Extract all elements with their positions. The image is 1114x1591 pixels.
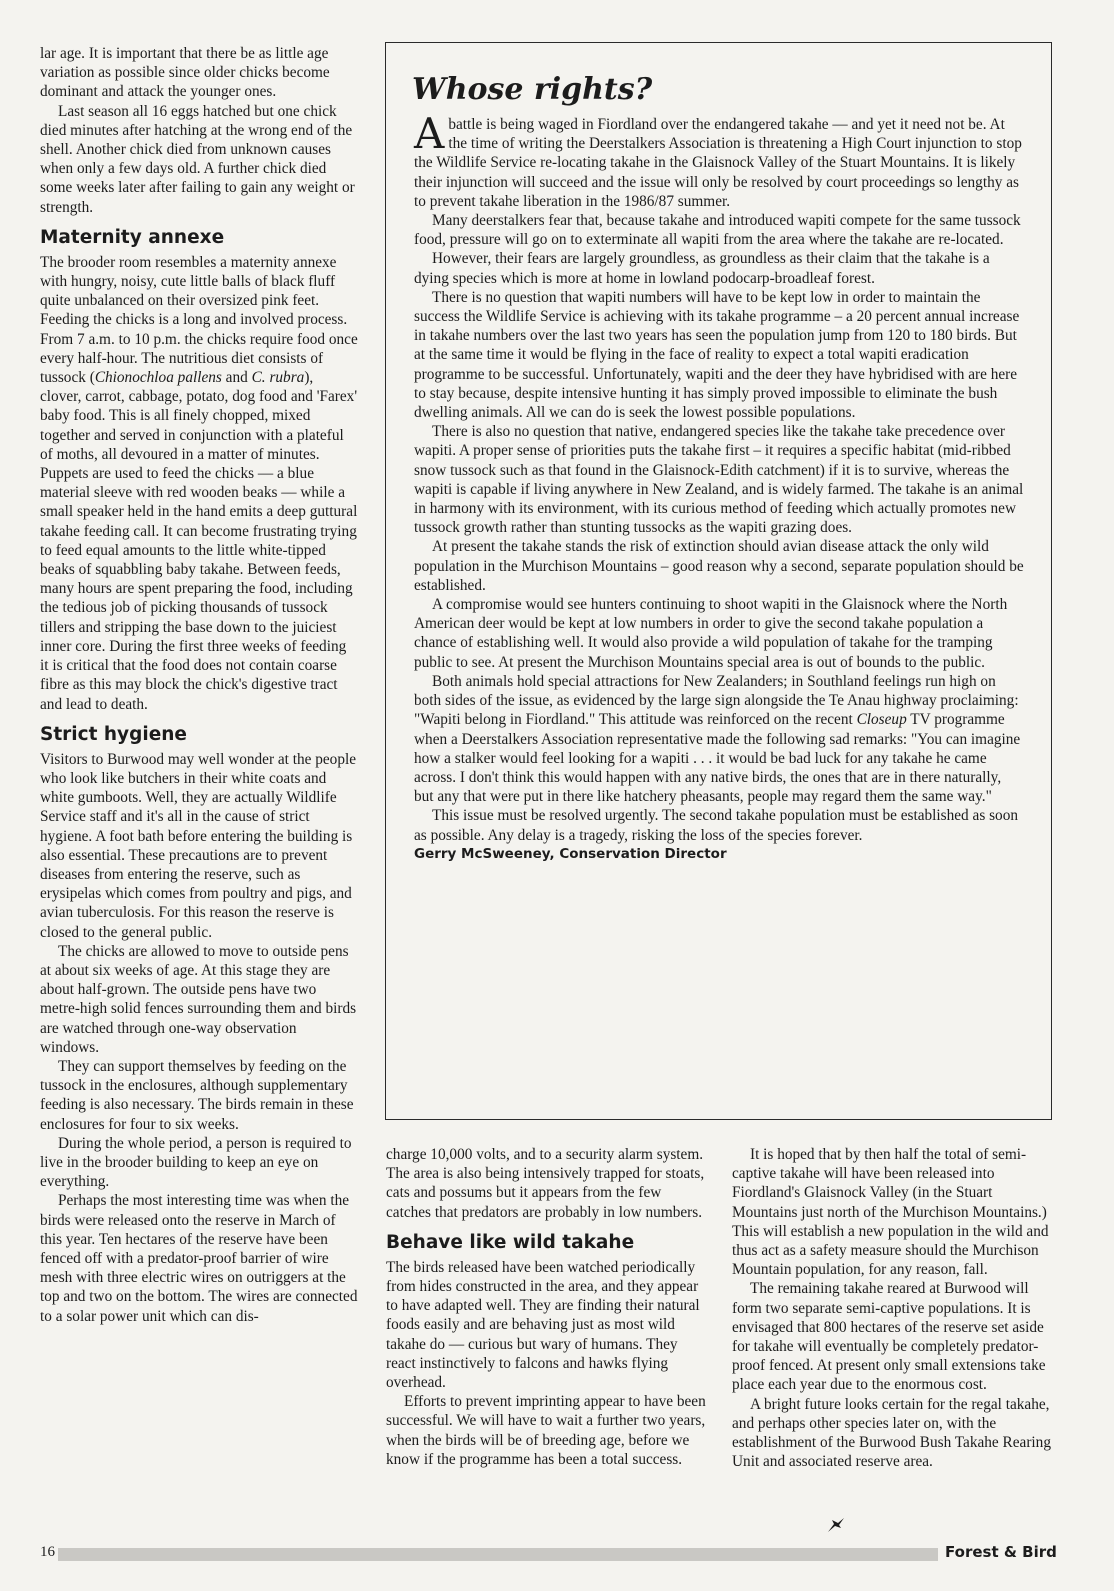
page-number: 16 xyxy=(40,1544,55,1560)
magazine-name: Forest & Bird xyxy=(945,1543,1057,1561)
paragraph: The brooder room resembles a maternity annexe with hungry, noisy, cute little balls of black fluff quite unbalanced on their oversized pink feet. Feeding the chicks is a long and involved process. From 7 a.m. to 10 p.m. the chicks require food once every half-hour. The nutritious diet consists of tussock (Chionochloa pallens and C. rubra), clover, carrot, cabbage, potato, dog food and 'Farex' baby food. This is all finely chopped, mixed together and served in conjunction with a plateful of moths, all devoured in a matter of minutes. Puppets are used to feed the chicks — a blue material sleeve with red wooden beaks — while a small speaker held in the hand emits a deep guttural takahe feeding call. It can become frustrating trying to feed equal amounts to the little white-tipped beaks of squabbling baby takahe. Between feeds, many hours are spent preparing the food, including the tedious job of picking thousands of tussock tillers and stripping the base down to the juiciest inner core. During the first three weeks of feeding it is critical that the food does not contain coarse fibre as this may block the chick's digestive tract and lead to death. xyxy=(40,253,358,713)
paragraph: They can support themselves by feeding on the tussock in the enclosures, although supplementary feeding is also necessary. The birds remain in these enclosures for four to six weeks. xyxy=(40,1057,354,1133)
signature: Gerry McSweeney, Conservation Director xyxy=(414,845,727,862)
paragraph: Last season all 16 eggs hatched but one chick died minutes after hatching at the wrong end of the shell. Another chick died from unknown causes when only a few days old. A further chick died some weeks later after failing to gain any weight or strength. xyxy=(40,102,355,216)
paragraph: Perhaps the most interesting time was when the birds were released onto the reserve in March of this year. Ten hectares of the reserve have been fenced off with a predator-proof barrier of wire mesh with three electric wires on outriggers at the top and two on the bottom. The wires are connected to a solar power unit which can dis- xyxy=(40,1192,358,1325)
paragraph: The remaining takahe reared at Burwood will form two separate semi-captive populations. It is envisaged that 800 hectares of the reserve set aside for takahe will eventually be completely predator-proof fenced. At present only small extensions take place each year due to the enormous cost. xyxy=(732,1280,1046,1394)
paragraph: However, their fears are largely groundless, as groundless as their claim that the takahe is a dying species which is more at home in lowland podocarp-broadleaf forest. xyxy=(414,250,990,287)
subheading-behave: Behave like wild takahe xyxy=(386,1231,635,1253)
left-column xyxy=(40,44,358,1326)
paragraph: Both animals hold special attractions for New Zealanders; in Southland feelings run high on both sides of the issue, as evidenced by the large sign alongside the Te Anau highway proclaiming: "Wapiti belong in Fiordland." This attitude was reinforced on the recent Closeup TV programme when a Deerstalkers Association representative made the following sad remarks: "You can imagine how a stalker would feel looking for a wapiti . . . it would be bad luck for any takahe he came across. I don't think this would happen with any native birds, the ones that are in there naturally, but any that were put in there like hatchery pheasants, people may regard them the same way." xyxy=(414,672,1021,806)
paragraph: At present the takahe stands the risk of extinction should avian disease attack the only wild population in the Murchison Mountains – good reason why a second, separate population should be established. xyxy=(414,538,1024,594)
paragraph: A bright future looks certain for the regal takahe, and perhaps other species later on, with the establishment of the Burwood Bush Takahe Rearing Unit and associated reserve area. xyxy=(732,1395,1051,1471)
paragraph: Many deerstalkers fear that, because takahe and introduced wapiti compete for the same tussock food, pressure will go on to exterminate all wapiti from the area where the takahe are re-located. xyxy=(414,212,1021,249)
drop-cap: A xyxy=(414,109,445,158)
bird-icon xyxy=(826,1516,846,1534)
sidebar-box xyxy=(385,42,1052,1120)
paragraph: Efforts to prevent imprinting appear to have been successful. We will have to wait a further two years, when the birds will be of breeding age, before we know if the programme has been a total success. xyxy=(386,1393,706,1468)
paragraph: A compromise would see hunters continuing to shoot wapiti in the Glaisnock where the North American deer would be kept at low numbers in order to give the second takahe population a chance of establishing well. It would also provide a wild population of takahe for the tramping public to see. At present the Murchison Mountains special area is out of bounds to the public. xyxy=(414,596,1008,671)
paragraph: The chicks are allowed to move to outside pens at about six weeks of age. At this stage they are about half-grown. The outside pens have two metre-high solid fences surrounding them and birds are watched through one-way observation windows. xyxy=(40,942,357,1056)
footer-bar xyxy=(58,1548,938,1561)
box-title: Whose rights? xyxy=(412,72,653,107)
paragraph: charge 10,000 volts, and to a security alarm system. The area is also being intensively trapped for stoats, cats and possums but it appears from the few catches that predators are probably in low numbers. xyxy=(386,1146,705,1221)
paragraph: The birds released have been watched periodically from hides constructed in the area, and they appear to have adapted well. They are finding their natural foods easily and are behaving just as most wild takahe do — curious but wary of humans. They react instinctively to falcons and hawks flying overhead. xyxy=(386,1258,700,1392)
paragraph: During the whole period, a person is required to live in the brooder building to keep an eye on everything. xyxy=(40,1134,352,1191)
paragraph: Visitors to Burwood may well wonder at the people who look like butchers in their white coats and white gumboots. Well, they are actually Wildlife Service staff and it's all in the cause of strict hygiene. A foot bath before entering the building is also essential. These precautions are to prevent diseases from entering the reserve, such as erysipelas which comes from poultry and pigs, and avian tuberculosis. For this reason the reserve is closed to the general public. xyxy=(40,750,357,941)
subheading-maternity: Maternity annexe xyxy=(40,226,225,248)
subheading-hygiene: Strict hygiene xyxy=(40,723,187,745)
paragraph: This issue must be resolved urgently. The second takahe population must be established as soon as possible. Any delay is a tragedy, risking the loss of the species forever. xyxy=(414,807,1018,844)
paragraph: There is no question that wapiti numbers will have to be kept low in order to maintain the success the Wildlife Service is achieving with its takahe programme – a 20 percent annual increase in takahe numbers over the last two years has seen the population jump from 120 to 180 birds. But at the same time it would be flying in the face of reality to expect a total wapiti eradication programme to be successful. Unfortunately, wapiti and the deer they have hybridised with are here to stay because, despite intensive hunting it has simply proved impossible to eliminate the bush dwelling animals. All we can do is seek the lowest possible populations. xyxy=(414,288,1020,422)
paragraph: It is hoped that by then half the total of semi-captive takahe will have been released into Fiordland's Glaisnock Valley (in the Stuart Mountains just north of the Murchison Mountains.) This will establish a new population in the wild and thus act as a safety measure should the Murchison Mountain population, for any reason, fall. xyxy=(732,1146,1049,1279)
paragraph: Abattle is being waged in Fiordland over the endangered takahe — and yet it need not be. At the time of writing the Deerstalkers Association is threatening a High Court injunction to stop the Wildlife Service re-locating takahe in the Glaisnock Valley of the Stuart Mountains. It is likely their injunction will succeed and the issue will only be resolved by court proceedings so lengthy as to prevent takahe liberation in the 1986/87 summer. xyxy=(414,109,1022,210)
paragraph: There is also no question that native, endangered species like the takahe take precedence over wapiti. A proper sense of priorities puts the takahe first – it requires a specific habitat (mid-ribbed snow tussock such as that found in the Glaisnock-Edith catchment) if it is to survive, whereas the wapiti is capable if living anywhere in New Zealand, and is widely farmed. The takahe is an animal in harmony with its environment, with its curious method of feeding which actually promotes new tussock growth rather than stunting tussocks as the wapiti grazing does. xyxy=(414,423,1024,537)
paragraph: lar age. It is important that there be as little age variation as possible since older chicks become dominant and attack the younger ones. xyxy=(40,45,330,101)
right-column xyxy=(732,1145,1058,1471)
middle-column xyxy=(386,1145,710,1469)
